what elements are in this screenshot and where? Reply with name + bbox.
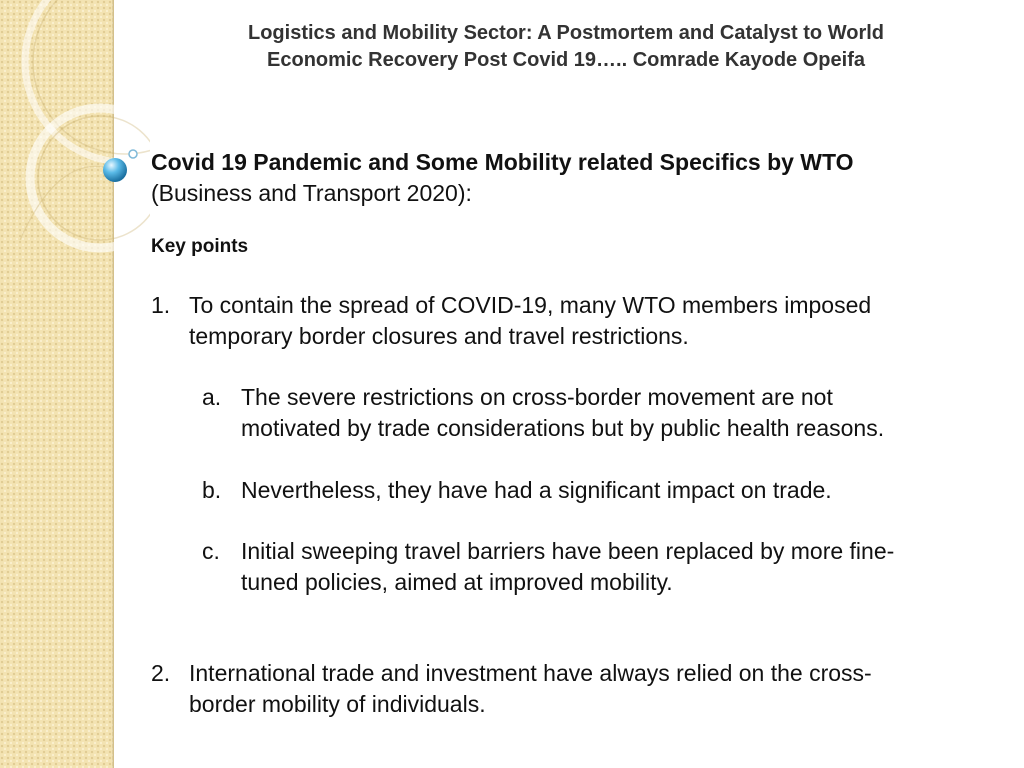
sub-list-item-line: The severe restrictions on cross-border movement are not: [241, 384, 833, 410]
sub-list-item-line: motivated by trade considerations but by public health reasons.: [241, 415, 885, 441]
heading-normal: (Business and Transport 2020):: [151, 180, 472, 206]
sub-list-marker: a.: [202, 384, 222, 410]
section-heading: [151, 147, 991, 209]
swirl-ornament-icon: [0, 0, 150, 260]
sub-list-marker: b.: [202, 477, 222, 503]
list-item: [151, 658, 991, 722]
sub-list-item-text: [241, 536, 991, 598]
sub-list-item-line: Initial sweeping travel barriers have been replaced by more fine-: [241, 538, 895, 564]
key-points-label: Key points: [151, 236, 249, 257]
sub-list-item: [202, 536, 992, 600]
heading-bold: Covid 19 Pandemic and Some Mobility related Specifics by WTO: [151, 149, 854, 175]
header-line-2: Economic Recovery Post Covid 19….. Comrade Kayode Opeifa: [267, 49, 865, 71]
list-item-line: temporary border closures and travel restrictions.: [189, 323, 689, 349]
list-item-line: border mobility of individuals.: [189, 691, 486, 717]
header-line-1: Logistics and Mobility Sector: A Postmortem and Catalyst to World: [248, 22, 884, 44]
list-marker: 1.: [151, 292, 171, 318]
sub-list-item-line: Nevertheless, they have had a significant impact on trade.: [241, 477, 832, 503]
sub-list-item: [202, 382, 992, 446]
list-item-line: International trade and investment have always relied on the cross-: [189, 660, 872, 686]
sub-list-marker: c.: [202, 538, 220, 564]
list-item: [151, 290, 991, 354]
list-item-text: [189, 658, 979, 720]
slide-header: [160, 20, 972, 74]
list-item-text: [189, 290, 979, 352]
sub-list-item-text: [241, 475, 991, 506]
sub-list-item-text: [241, 382, 991, 444]
sub-list-item: [202, 475, 992, 509]
list-item-line: To contain the spread of COVID-19, many WTO members imposed: [189, 292, 872, 318]
sub-list-item-line: tuned policies, aimed at improved mobility.: [241, 569, 673, 595]
list-marker: 2.: [151, 660, 171, 686]
